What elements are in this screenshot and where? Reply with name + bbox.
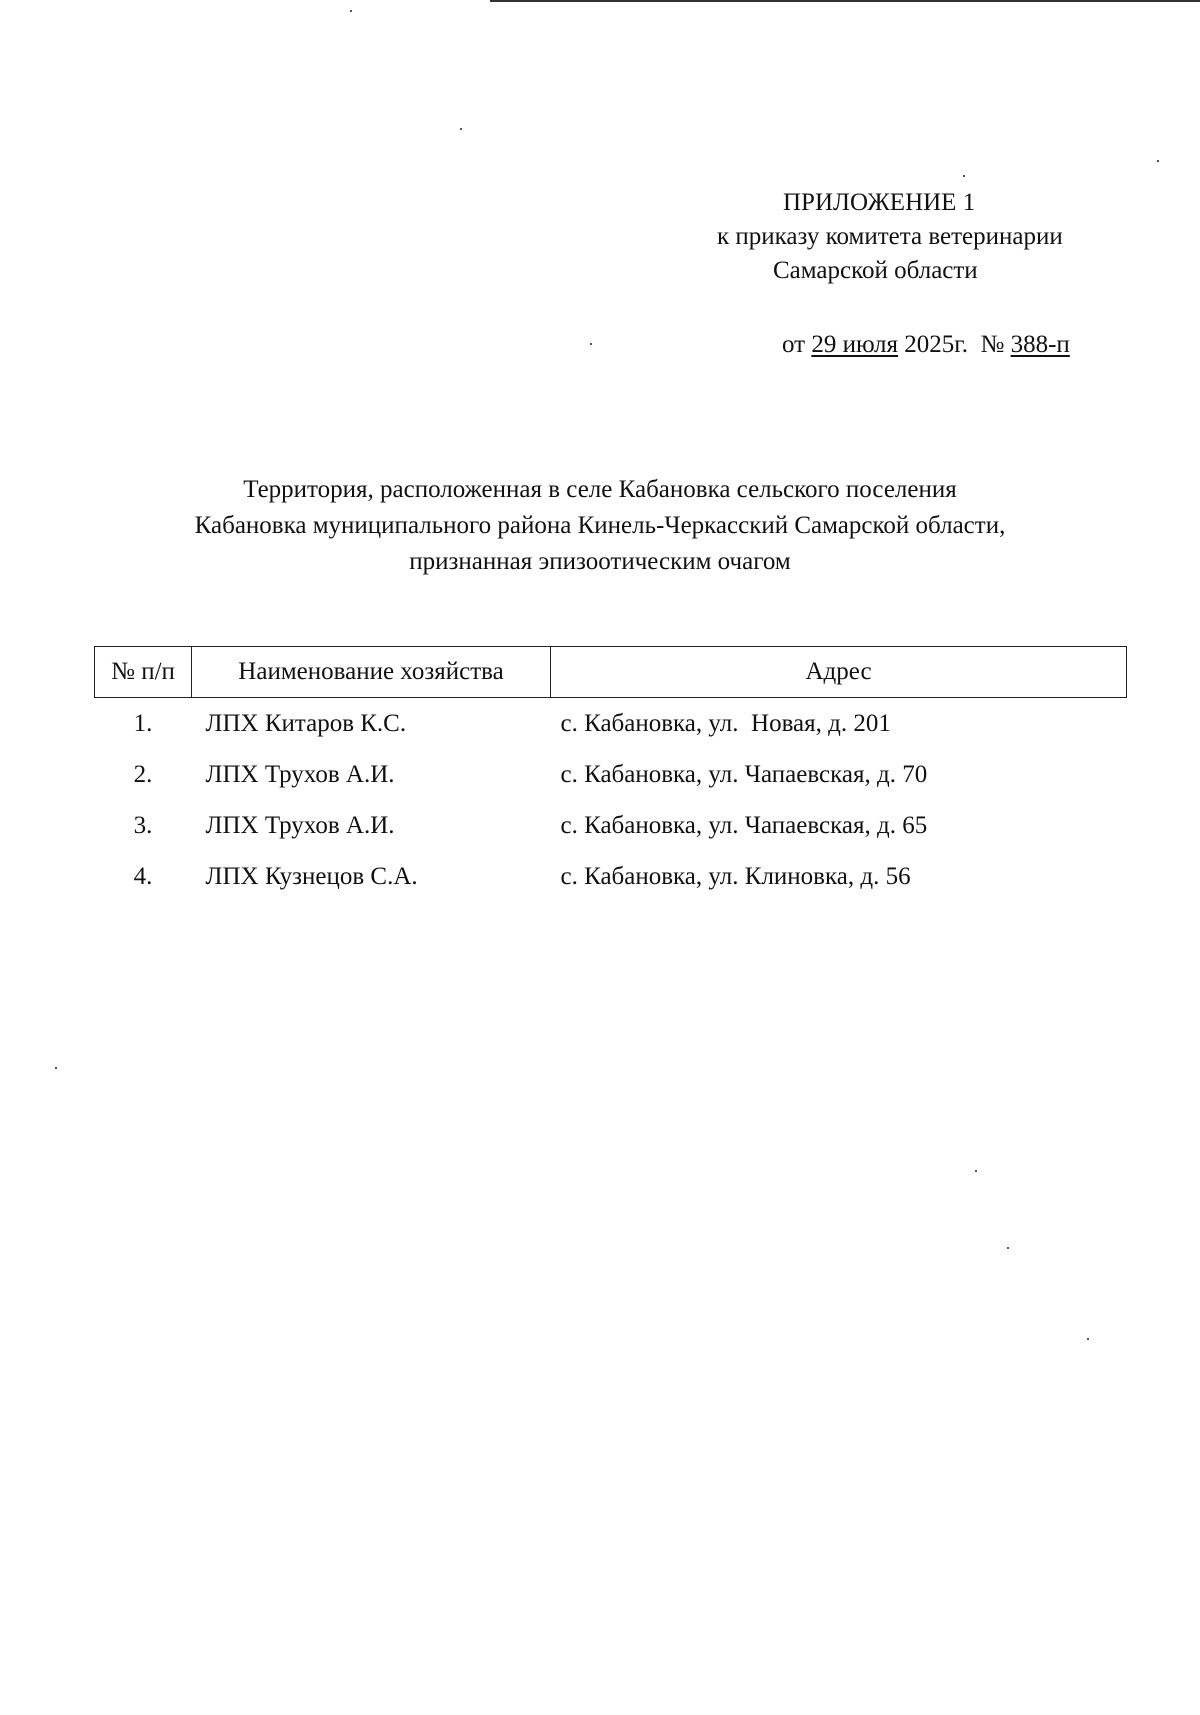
order-date-number [782,331,1070,359]
row-address: с. Кабановка, ул. Чапаевская, д. 70 [560,760,928,788]
row-farm-name: ЛПХ Кузнецов С.А. [205,862,418,890]
order-number: 388-п [1010,331,1070,358]
row-farm-name: ЛПХ Трухов А.И. [205,811,395,839]
scan-speck [1087,1338,1089,1340]
header-address: Адрес [551,647,1127,698]
header-number: № п/п [95,647,192,698]
scan-speck [1007,1247,1009,1249]
row-farm-name: ЛПХ Трухов А.И. [205,760,395,788]
row-address: с. Кабановка, ул. Чапаевская, д. 65 [560,811,928,839]
scan-speck [963,175,965,177]
appendix-title: ПРИЛОЖЕНИЕ 1 [783,189,976,216]
row-number: 1. [133,709,153,737]
scan-speck [55,1067,57,1069]
scan-speck [1157,160,1159,162]
row-address: с. Кабановка, ул. Клиновка, д. 56 [560,862,911,890]
order-prefix: от [782,331,812,358]
row-number: 4. [133,862,153,890]
order-number-prefix: № [967,331,1011,358]
order-day-month: 29 июля [811,331,899,358]
appendix-region: Самарской области [773,257,978,284]
appendix-header [640,186,1120,288]
scan-speck [590,343,592,345]
title-line: Кабановка муниципального района Кинель-Черкасский Самарской области, [194,512,1006,539]
table-row [95,698,1127,750]
table-header-row [95,647,1127,698]
table-row [95,749,1127,800]
table-row [95,800,1127,851]
document-title [100,472,1100,580]
appendix-reference: к приказу комитета ветеринарии [717,223,1063,250]
title-line: Территория, расположенная в селе Кабановка сельского поселения [243,476,957,503]
title-line: признанная эпизоотическим очагом [409,548,791,575]
row-farm-name: ЛПХ Китаров К.С. [205,709,407,737]
row-number: 3. [133,811,153,839]
row-address: с. Кабановка, ул. Новая, д. 201 [560,709,891,737]
order-year: 2025г. [898,331,968,358]
row-number: 2. [133,760,153,788]
farms-table [94,646,1127,902]
table-row [95,851,1127,902]
scan-speck [350,10,352,12]
scan-speck [460,128,462,130]
scan-speck [975,1170,977,1172]
header-farm-name: Наименование хозяйства [192,647,551,698]
scan-top-edge-line [490,0,1200,2]
